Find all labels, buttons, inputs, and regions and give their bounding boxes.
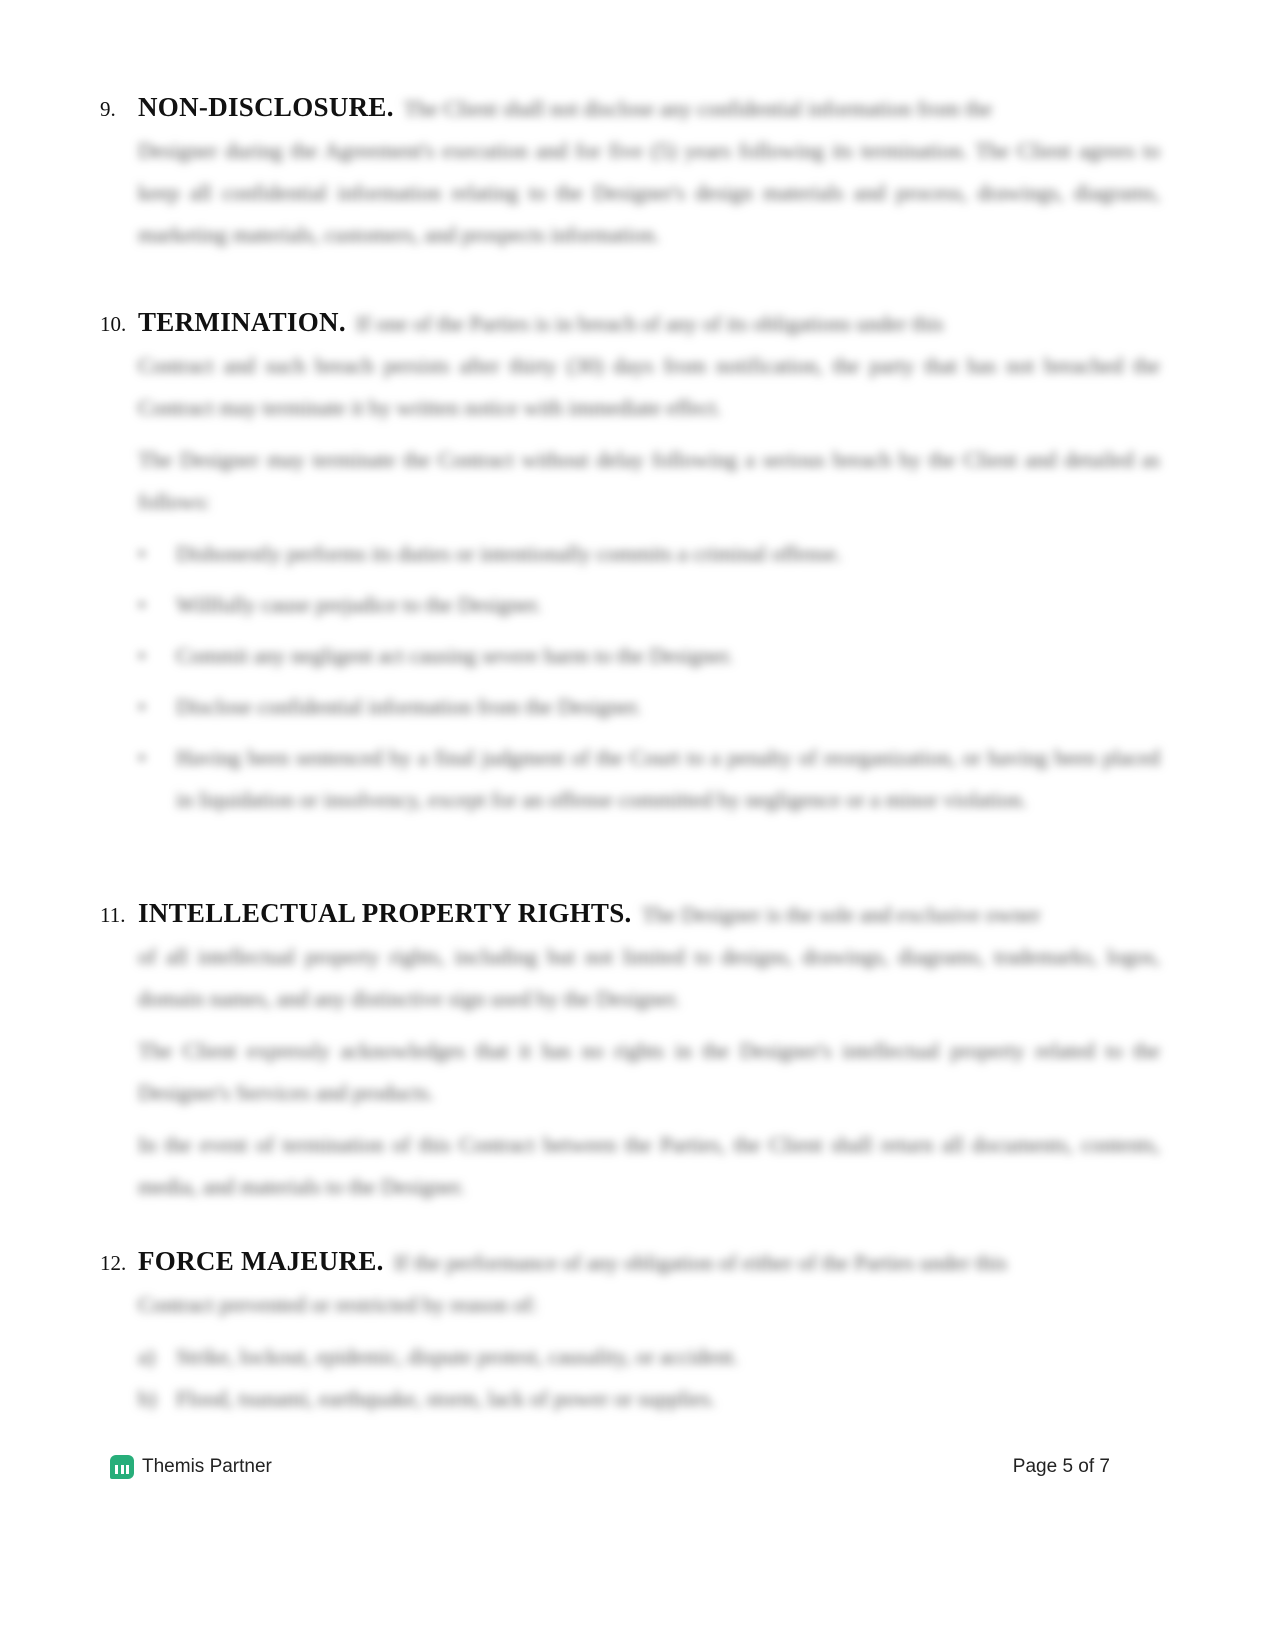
brand	[110, 1455, 272, 1479]
list-item: • Willfully cause prejudice to the Designer.	[138, 584, 1160, 626]
paragraph: of all intellectual property rights, including but not limited to designs, drawings, diagrams, trademarks, logos, domain names, and any distinctive sign used by the Designer.	[138, 944, 1160, 1011]
section-title: INTELLECTUAL PROPERTY RIGHTS.	[138, 898, 632, 928]
section-title: NON-DISCLOSURE.	[138, 92, 394, 122]
list-item-text: Strike, lockout, epidemic, dispute protest, causality, or accident.	[176, 1344, 739, 1369]
page-footer	[110, 1452, 1110, 1482]
lettered-list	[138, 1336, 1160, 1420]
list-item	[138, 1378, 1160, 1420]
paragraph: Designer during the Agreement's execution and for five (5) years following its termination. The Client agrees to keep all confidential information relating to the Designer's design materials and process, drawings, diagrams, marketing materials, customers, and prospects information.	[138, 138, 1160, 247]
section-heading	[100, 88, 1160, 130]
page-number: Page 5 of 7	[1012, 1456, 1110, 1477]
section-number: 9.	[100, 97, 116, 121]
brand-name: Themis Partner	[142, 1456, 272, 1477]
list-item: • Dishonestly performs its duties or intentionally commits a criminal offense.	[138, 533, 1160, 575]
list-item: • Disclose confidential information from the Designer.	[138, 686, 1160, 728]
section-number: 11.	[100, 903, 126, 927]
section-non-disclosure	[100, 88, 1160, 266]
paragraph: Contract prevented or restricted by reason of:	[138, 1292, 538, 1317]
bullet-list	[138, 533, 1160, 821]
section-number: 10.	[100, 312, 127, 336]
list-item: • Commit any negligent act causing severe harm to the Designer.	[138, 635, 1160, 677]
list-marker: b)	[138, 1386, 157, 1411]
section-number: 12.	[100, 1251, 127, 1275]
section-heading	[100, 894, 1160, 936]
section-lead-text: The Designer is the sole and exclusive owner	[641, 902, 1041, 927]
section-heading	[100, 1242, 1160, 1284]
section-title: TERMINATION.	[138, 307, 346, 337]
list-item	[138, 1336, 1160, 1378]
section-title: FORCE MAJEURE.	[138, 1246, 384, 1276]
list-item-text: Flood, tsunami, earthquake, storm, lack of power or supplies.	[176, 1386, 716, 1411]
list-marker: a)	[138, 1344, 156, 1369]
section-force-majeure	[100, 1242, 1160, 1420]
section-lead-text: If one of the Parties is in breach of any of its obligations under this	[355, 311, 944, 336]
section-lead-text: The Client shall not disclose any confidential information from the	[403, 96, 993, 121]
paragraph: The Designer may terminate the Contract without delay following a serious breach by the Client and detailed as follows:	[138, 447, 1160, 514]
list-item: • Having been sentenced by a final judgment of the Court to a penalty of reorganization, or having been placed in liquidation or insolvency, except for an offense committed by negligence or a minor violation.	[138, 737, 1160, 821]
section-heading	[100, 303, 1160, 345]
section-lead-text: If the performance of any obligation of either of the Parties under this	[393, 1250, 1008, 1275]
section-intellectual-property	[100, 894, 1160, 1218]
themis-logo-icon	[110, 1455, 134, 1479]
paragraph: The Client expressly acknowledges that it has no rights in the Designer's intellectual property related to the Designer's Services and products.	[138, 1038, 1160, 1105]
section-termination	[100, 303, 1160, 830]
paragraph: Contract and such breach persists after thirty (30) days from notification, the party that has not breached the Contract may terminate it by written notice with immediate effect.	[138, 353, 1160, 420]
paragraph: In the event of termination of this Contract between the Parties, the Client shall return all documents, contents, media, and materials to the Designer.	[138, 1132, 1160, 1199]
